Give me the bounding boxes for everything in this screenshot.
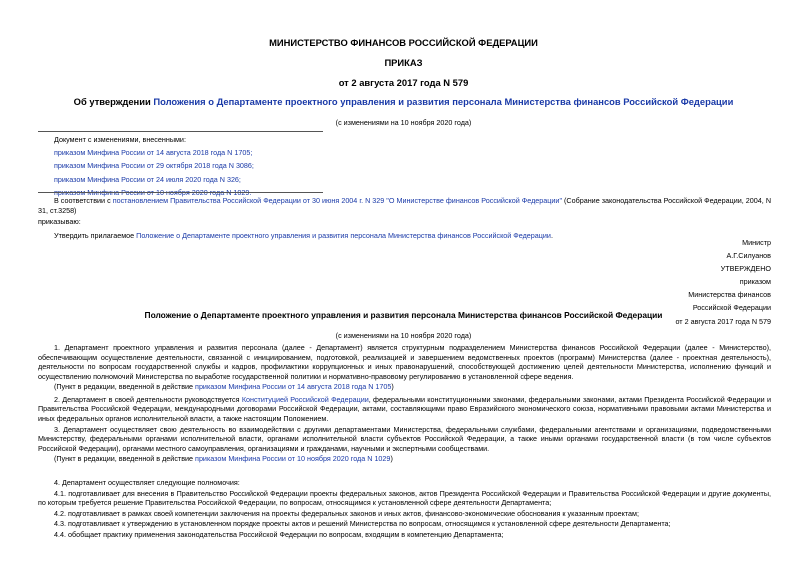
amendment-order-link[interactable]: приказом Минфина России от 14 августа 2018 года N 1705 [195,382,392,392]
amended-note: (с изменениями на 10 ноября 2020 года) [335,118,472,127]
ministry-heading: МИНИСТЕРСТВО ФИНАНСОВ РОССИЙСКОЙ ФЕДЕРАЦИИ [269,37,538,48]
title-link[interactable]: Положения о Департаменте проектного управления и развития персонала Министерства финансов Российской Федерации [153,96,734,107]
order-word: приказываю: [38,217,81,227]
divider-top [38,131,323,132]
clause-4-1: 4.1. подготавливает для внесения в Правительство Российской Федерации проекты федеральных законов, актов Президента Российской Федерации и Правительства Российской Федерации и другие документы, по которым требуется решение Правительства Российской Федерации, по вопросам, относящимся к установленной сфере деятельности Департамента; [38,488,771,508]
note-text: (Пункт в редакции, введенной в действие [54,382,196,392]
regulation-title: Положение о Департаменте проектного управления и развития персонала Министерства финансов Российской Федерации [144,310,663,320]
clause-4-3: 4.3. подготавливает к утверждению в установленном порядке проекты актов и решений Министерства по вопросам, относящимся к установленной сфере деятельности Департамента; [54,519,671,529]
regulation-amended-note: (с изменениями на 10 ноября 2020 года) [335,331,472,340]
constitution-link[interactable]: Конституцией Российской Федерации [241,394,369,404]
approve-paragraph [38,231,771,241]
signature-line: Российской Федерации [692,303,771,313]
amendment-link[interactable]: приказом Минфина России от 14 августа 2018 года N 1705; [54,148,253,158]
signature-line: приказом [739,277,771,287]
signature-line: УТВЕРЖДЕНО [720,264,771,274]
preamble-text: (Собрание законодательства Российской Федерации, 2004, N 31, ст.3258) [38,196,772,215]
clause-3-note [38,454,771,464]
amendments-box [54,133,254,199]
preamble-text: В соответствии с [54,196,113,205]
preamble-paragraph [38,196,771,215]
title-prefix: Об утверждении [73,96,154,107]
signature-line: Министр [742,238,771,247]
government-decree-link[interactable]: постановлением Правительства Российской Федерации от 30 июня 2004 г. N 329 "О Министерстве финансов Российской Федерации" [112,196,562,205]
note-text: ) [390,454,393,464]
amendment-link[interactable]: приказом Минфина России от 29 октября 2018 года N 3086; [54,161,254,171]
clause-1-note [38,382,771,392]
note-text: (Пункт в редакции, введенной в действие [54,454,196,464]
clause-3: 3. Департамент осуществляет свою деятельность во взаимодействии с другими департаментами Министерства, федеральными службами, федеральными агентствами и организациями, подведомственными Министерству, федеральными органами исполнительной власти, органами исполнительной власти субъектов Российской Федерации, а также иными органами государственной власти (в том числе субъектов Российской Федерации), органами местного самоуправления, организациями и гражданами, научными и экспертными сообществами. [38,424,771,453]
preamble [38,196,771,240]
signature-line: Министерства финансов [688,290,771,300]
note-text: ) [391,382,394,392]
regulation-link[interactable]: Положение о Департаменте проектного управления и развития персонала Министерства финансов Российской Федерации [136,230,551,240]
clause-1: 1. Департамент проектного управления и развития персонала (далее - Департамент) является структурным подразделением Министерства финансов Российской Федерации (далее - Министерство), обеспечивающим осуществление деятельности, связанной с инициированием, подготовкой, реализацией и завершением ведомственных проектов (программ) Министерства (далее - проектная деятельность), деятельности по вопросам государственной службы и кадров, профилактики коррупционных и иных правонарушений, способствующей достижению целей деятельности Министерства, исполнению функций и осуществлению полномочий Министерства по выработке государственной политики и нормативно-правовому регулированию в установленной сфере ведения. [38,343,771,381]
approve-text: . [550,230,553,240]
clause-4-2: 4.2. подготавливает в рамках своей компетенции заключения на проекты федеральных законов и иных актов, финансово-экономические обоснования к указанным проектам; [54,508,639,518]
amendments-intro: Документ с изменениями, внесенными: [54,135,186,144]
amendment-order-link[interactable]: приказом Минфина России от 10 ноября 2020 года N 1029 [195,454,391,464]
regulation-body [38,343,771,539]
signature-line: от 2 августа 2017 года N 579 [675,316,771,326]
order-heading: ПРИКАЗ [384,57,423,68]
signature-line: А.Г.Силуанов [726,251,771,261]
amendment-link[interactable]: приказом Минфина России от 10 ноября 2020 года N 1029. [54,187,252,197]
clause-4: 4. Департамент осуществляет следующие полномочия: [54,477,240,487]
clause-4-4: 4.4. обобщает практику применения законодательства Российской Федерации по вопросам, входящим в компетенцию Департамента; [54,529,504,539]
clause-text: , федеральными конституционными законами, федеральными законами, актами Президента Российской Федерации и Правительства Российской Федерации, международными договорами Российской Федерации, актами, составляющими право Евразийского экономического союза, нормативными правовыми актами Министерства и иных федеральных органов исполнительной власти, а также настоящим Положением. [38,394,771,424]
clause-2 [38,395,771,424]
divider-bottom [38,192,323,193]
amendment-link[interactable]: приказом Минфина России от 24 июля 2020 года N 326; [54,174,241,184]
document-title [0,96,807,108]
order-date: от 2 августа 2017 года N 579 [338,77,469,88]
approve-text: Утвердить прилагаемое [54,230,137,240]
clause-text: 2. Департамент в своей деятельности руководствуется [54,394,242,404]
